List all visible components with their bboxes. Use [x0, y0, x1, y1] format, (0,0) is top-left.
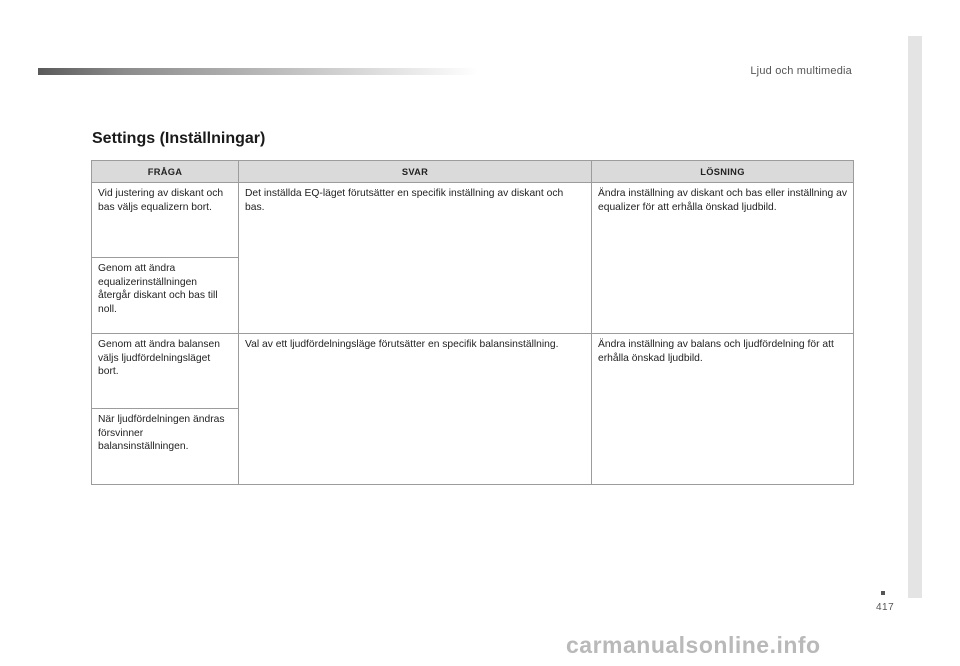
page-heading: Settings (Inställningar) — [92, 130, 266, 147]
table-header-row — [92, 161, 854, 183]
solution-cell: Ändra inställning av diskant och bas eller inställning av equalizer för att erhålla önskad ljudbild. — [592, 183, 854, 334]
page-number: 417 — [876, 602, 895, 613]
column-header-answer: SVAR — [239, 161, 592, 183]
answer-cell: Det inställda EQ-läget förutsätter en specifik inställning av diskant och bas. — [239, 183, 592, 334]
question-cell: Genom att ändra balansen väljs ljudfördelningsläget bort. — [92, 334, 239, 409]
page-marker-dot — [881, 591, 885, 595]
troubleshooting-table — [91, 160, 854, 485]
question-cell: När ljudfördelningen ändras försvinner balansinställningen. — [92, 409, 239, 485]
answer-cell: Val av ett ljudfördelningsläge förutsätter en specifik balansinställning. — [239, 334, 592, 485]
table-row — [92, 183, 854, 258]
section-title: Ljud och multimedia — [750, 65, 852, 77]
header-gradient-bar — [38, 68, 478, 75]
question-cell: Genom att ändra equalizerinställningen återgår diskant och bas till noll. — [92, 258, 239, 334]
solution-cell: Ändra inställning av balans och ljudfördelning för att erhålla önskad ljudbild. — [592, 334, 854, 485]
watermark: carmanualsonline.info — [566, 632, 821, 658]
table-row — [92, 334, 854, 409]
page-edge-strip — [908, 36, 922, 598]
question-cell: Vid justering av diskant och bas väljs equalizern bort. — [92, 183, 239, 258]
column-header-solution: LÖSNING — [592, 161, 854, 183]
column-header-question: FRÅGA — [92, 161, 239, 183]
